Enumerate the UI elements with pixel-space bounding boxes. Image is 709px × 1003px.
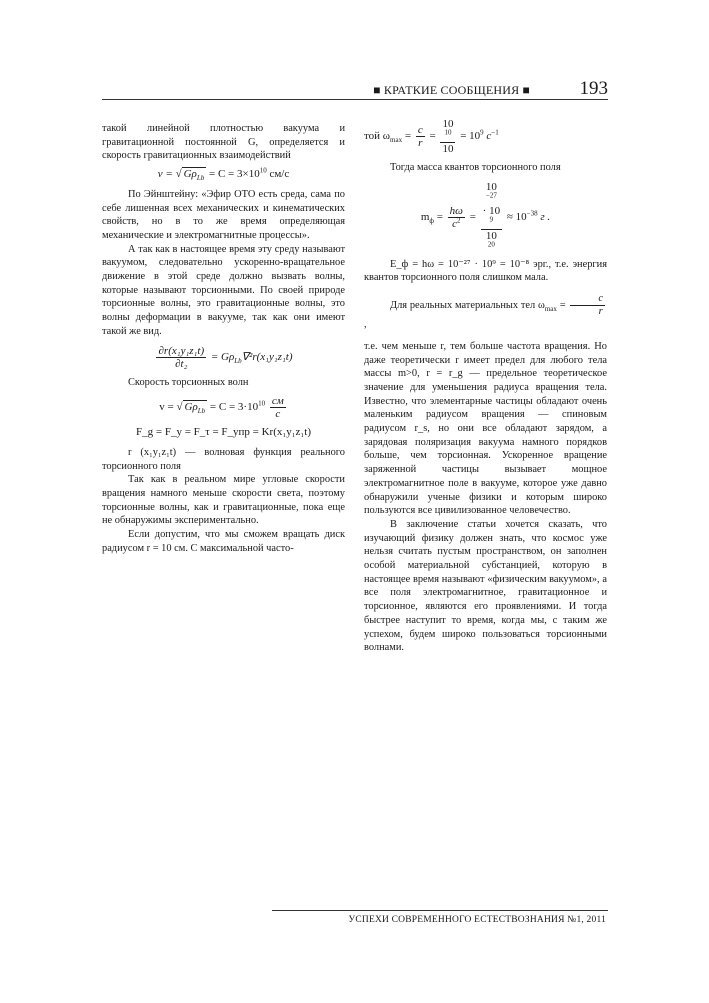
paragraph: Если допустим, что мы сможем вращать диск радиусом r = 10 см. С максимальной часто- bbox=[102, 529, 345, 554]
paragraph: E_ф = hω = 10⁻²⁷ · 10⁹ = 10⁻⁸ эрг., т.е. энергия квантов торсионного поля слишком мала. bbox=[364, 258, 607, 284]
equation-wave: $\frac{\text{∂r(x₁y₁z₁t)}}{\text{∂t₂}}$ = $G\rho_{Lb}\nabla^2r(x_1y_1z_1t)$ bbox=[158, 344, 293, 370]
journal-title: УСПЕХИ СОВРЕМЕННОГО ЕСТЕСТВОЗНАНИЯ №1, 2011 bbox=[348, 915, 606, 925]
paragraph: По Эйнштейну: «Эфир ОТО есть среда, сама по себе лишенная всех механических и кинематических свойств, но в то же время определяющая механические и электромагнитные процессы». bbox=[102, 188, 345, 241]
equation-omega-max: той $\omega_{max}$ = $\frac{c}{r}$ = 10 $^{10}$ 10 = $10^9$ $c^{-1}$ bbox=[364, 118, 499, 155]
left-column bbox=[102, 122, 345, 556]
right-column bbox=[364, 118, 607, 655]
running-header bbox=[102, 80, 608, 100]
paragraph: r (x₁y₁z₁t) — волновая функция реального торсионного поля bbox=[102, 446, 345, 472]
page-number: 193 bbox=[579, 78, 608, 99]
section-title: ■ КРАТКИЕ СООБЩЕНИЯ ■ bbox=[373, 83, 530, 97]
equation-quantum-mass: $m_ф$ = $\frac{h\omega}{c^2}$ = 10 $^{-27}$ · 10 $^9$ 10 $^{20}$ ≈ $10^{-38}$ г . bbox=[420, 180, 551, 249]
paragraph: Так как в реальном мире угловые скорости вращения намного меньше скорости света, поэтому торсионные волны, как и гравитационные, пока еще не обнаружимы экспериментально. bbox=[102, 474, 345, 527]
paragraph: такой линейной плотностью вакуума и гравитационной постоянной G, определяется и скорость гравитационных взаимодействий bbox=[102, 123, 345, 162]
equation-forces: F_g = F_y = F_τ = F_упр = Kr(x₁y₁z₁t) bbox=[136, 426, 311, 439]
paragraph: А так как в настоящее время эту среду называют вакуумом, следовательно ускоренно-вращательное движение в этой среде должно вызвать волны, которые называют торсионными. По своей природе торсионные волны, это гравитационные волны, это волны деформации в вакууме, так как они имеют такой же вид. bbox=[102, 243, 345, 337]
paragraph: Скорость торсионных волн bbox=[128, 376, 249, 388]
footer-rule bbox=[272, 910, 608, 911]
header-rule bbox=[102, 99, 608, 100]
equation-torsion-speed: v = √ $G\rho_{Lb} = C = 3\cdot 10^{10}$ $\frac{см}{с}$ bbox=[159, 395, 284, 421]
paragraph: т.е. чем меньше r, тем больше частота вращения. Но даже теоретически r имеет предел для любого тела массы m>0, r = r_g — предельное теоретическое значение для уменьшения радиуса вращения тела. Известно, что элементарные частицы обладают очень маленьким радиусом вращения — спиновым радиусом r_s, но они все обладают зарядом, а зарядовая поляризация вакуума намного порядков больше, чем торсионная. Ускоренное вращение заряженной частицы вызывает мощное электромагнитное поле в вакууме, которое уже давно обнаружили ученые физики и которым широко пользуются все цивилизованное человечество. bbox=[364, 340, 607, 517]
paragraph: В заключение статьи хочется сказать, что изучающий физику должен знать, что космос уже нельзя считать пустым пространством, он заполнен особой материальной субстанцией, которую в настоящее время называют «физическим вакуумом», а все поля электромагнитное, гравитационное и торсионное, являются его проявлениями. И тогда быстрее наступит то время, когда мы, с таким же успехом, будем широко пользоваться торсионными волнами. bbox=[364, 518, 607, 654]
paragraph: Тогда масса квантов торсионного поля bbox=[390, 162, 561, 173]
paragraph-omega: Для реальных материальных тел $\omega_{max}$ = $\frac{c}{r}$ , bbox=[364, 293, 603, 331]
running-footer bbox=[272, 910, 608, 925]
equation-gravity-speed: v = √ $G\rho_{Lb} = C = 3\times 10^{10}$ см/с bbox=[157, 166, 290, 183]
